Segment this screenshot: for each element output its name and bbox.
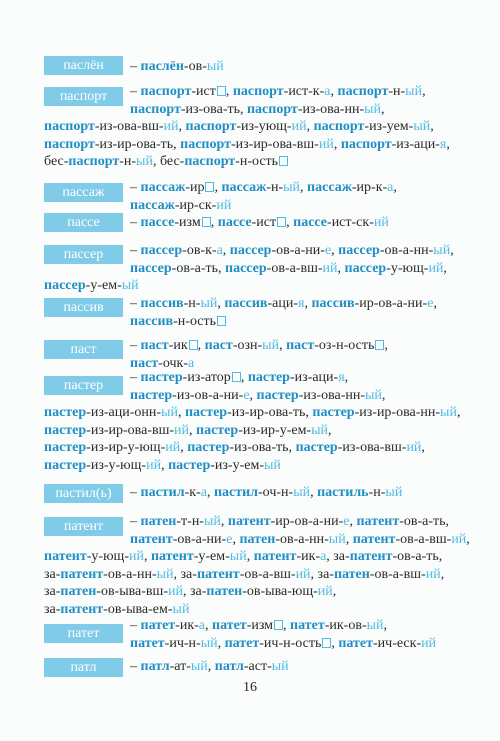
entry-line: пастер-из-аци-онн-ый, пастер-из-ир-ова-ть, пастер-из-ир-ова-нн-ый, bbox=[44, 405, 461, 420]
entry-line: – патл-ат-ый, патл-аст-ый bbox=[130, 659, 289, 674]
entry-derivatives bbox=[130, 58, 490, 76]
entry-line: – пастил-к-а, пастил-оч-н-ый, пастиль-н-ый bbox=[130, 485, 403, 500]
entry-line: – пассив-н-ый, пассив-аци-я, пассив-ир-ов-а-ни-е, bbox=[130, 296, 437, 311]
entry-line: – пассе-изм , пассе-ист , пассе-ист-ск-ий bbox=[130, 215, 389, 230]
entry-line: пассер-ов-а-ть, пассер-ов-а-вш-ий, пассер-у-ющ-ий, bbox=[130, 260, 447, 276]
entry-derivatives bbox=[44, 83, 490, 171]
entry-derivatives bbox=[130, 179, 490, 214]
entry-derivatives bbox=[44, 242, 490, 295]
entry-line: – паспорт-ист , паспорт-ист-к-а, паспорт-н-ый, bbox=[130, 84, 426, 99]
entry-line: – паслён-ов-ый bbox=[130, 59, 224, 74]
entry-word-badge: патет bbox=[44, 624, 123, 643]
entry-word-badge: паст bbox=[44, 340, 123, 359]
entry-line: пастер-из-ир-у-ющ-ий, пастер-из-ова-ть, пастер-из-ова-вш-ий, bbox=[44, 440, 425, 455]
entry-line: за-патен-ов-ыва-вш-ий, за-патен-ов-ыва-ющ-ий, bbox=[44, 584, 337, 599]
entry-line: паспорт-из-ир-ова-ть, паспорт-из-ир-ова-вш-ий, паспорт-из-аци-я, bbox=[44, 136, 450, 152]
entry-derivatives bbox=[44, 369, 490, 474]
entry-word-badge: пастил(ь) bbox=[44, 484, 123, 503]
entry-line: пассер-у-ем-ый bbox=[44, 278, 139, 293]
entry-word-badge: патент bbox=[44, 517, 123, 536]
entry-line: пастер-из-у-ющ-ий, пастер-из-у-ем-ый bbox=[44, 457, 281, 473]
entry-derivatives bbox=[130, 617, 490, 652]
entry-word-badge: патл bbox=[44, 658, 123, 677]
entry-derivatives bbox=[44, 513, 490, 618]
entry-line: – паст-ик , паст-озн-ый, паст-оз-н-ость , bbox=[130, 338, 388, 353]
entry-line: патент-у-ющ-ий, патент-у-ем-ый, патент-ик-а, за-патент-ов-а-ть, bbox=[44, 549, 443, 564]
entry-line: бес-паспорт-н-ый, бес-паспорт-н-ость bbox=[44, 153, 490, 171]
entry-line: паспорт-из-ова-ть, паспорт-из-ова-нн-ый, bbox=[130, 101, 385, 117]
entry-line: пассаж-ир-ск-ий bbox=[130, 197, 232, 213]
entry-line: – патет-ик-а, патет-изм , патет-ик-ов-ый, bbox=[130, 618, 388, 633]
entry-line: – пассер-ов-к-а, пассер-ов-а-ни-е, пассер-ов-а-нн-ый, bbox=[130, 243, 454, 258]
entry-word-badge: паслён bbox=[44, 56, 123, 75]
entry-line: – пастер-из-атор , пастер-из-аци-я, bbox=[130, 370, 349, 385]
entry-derivatives bbox=[130, 337, 490, 372]
entry-line: паспорт-из-ова-вш-ий, паспорт-из-ующ-ий, паспорт-из-уем-ый, bbox=[44, 119, 434, 134]
entry-line: – патен-т-н-ый, патент-ир-ов-а-ни-е, патент-ов-а-ть, bbox=[130, 514, 450, 529]
entry-derivatives bbox=[130, 658, 490, 676]
entry-line: – пассаж-ир , пассаж-н-ый, пассаж-ир-к-а, bbox=[130, 180, 397, 195]
page-number: 16 bbox=[243, 680, 257, 695]
entry-word-badge: пассе bbox=[44, 213, 123, 232]
entry-line: за-патент-ов-а-нн-ый, за-патент-ов-а-вш-ий, за-патен-ов-а-вш-ий, bbox=[44, 566, 445, 582]
entry-word-badge: пастер bbox=[44, 376, 123, 395]
entry-word-badge: паспорт bbox=[44, 87, 123, 106]
entry-line: пастер-из-ов-а-ни-е, пастер-из-ова-нн-ый, bbox=[130, 387, 386, 403]
entry-line: пастер-из-ир-ова-вш-ий, пастер-из-ир-у-ем-ый, bbox=[44, 422, 332, 438]
entry-word-badge: пассер bbox=[44, 245, 123, 264]
entry-word-badge: пассив bbox=[44, 298, 123, 317]
entry-derivatives bbox=[130, 295, 490, 330]
entry-word-badge: пассаж bbox=[44, 183, 123, 202]
entry-line: патет-ич-н-ый, патет-ич-н-ость , патет-ич-еск-ий bbox=[130, 635, 437, 651]
entry-line: за-патент-ов-ыва-ем-ый bbox=[44, 601, 190, 617]
entry-line: пассив-н-ость bbox=[130, 313, 490, 331]
entry-derivatives bbox=[130, 484, 490, 502]
entry-derivatives bbox=[130, 214, 490, 232]
entry-line: паст-очк-а bbox=[130, 355, 195, 371]
entry-line: патент-ов-а-ни-е, патен-ов-а-нн-ый, патент-ов-а-вш-ий, bbox=[130, 531, 470, 547]
